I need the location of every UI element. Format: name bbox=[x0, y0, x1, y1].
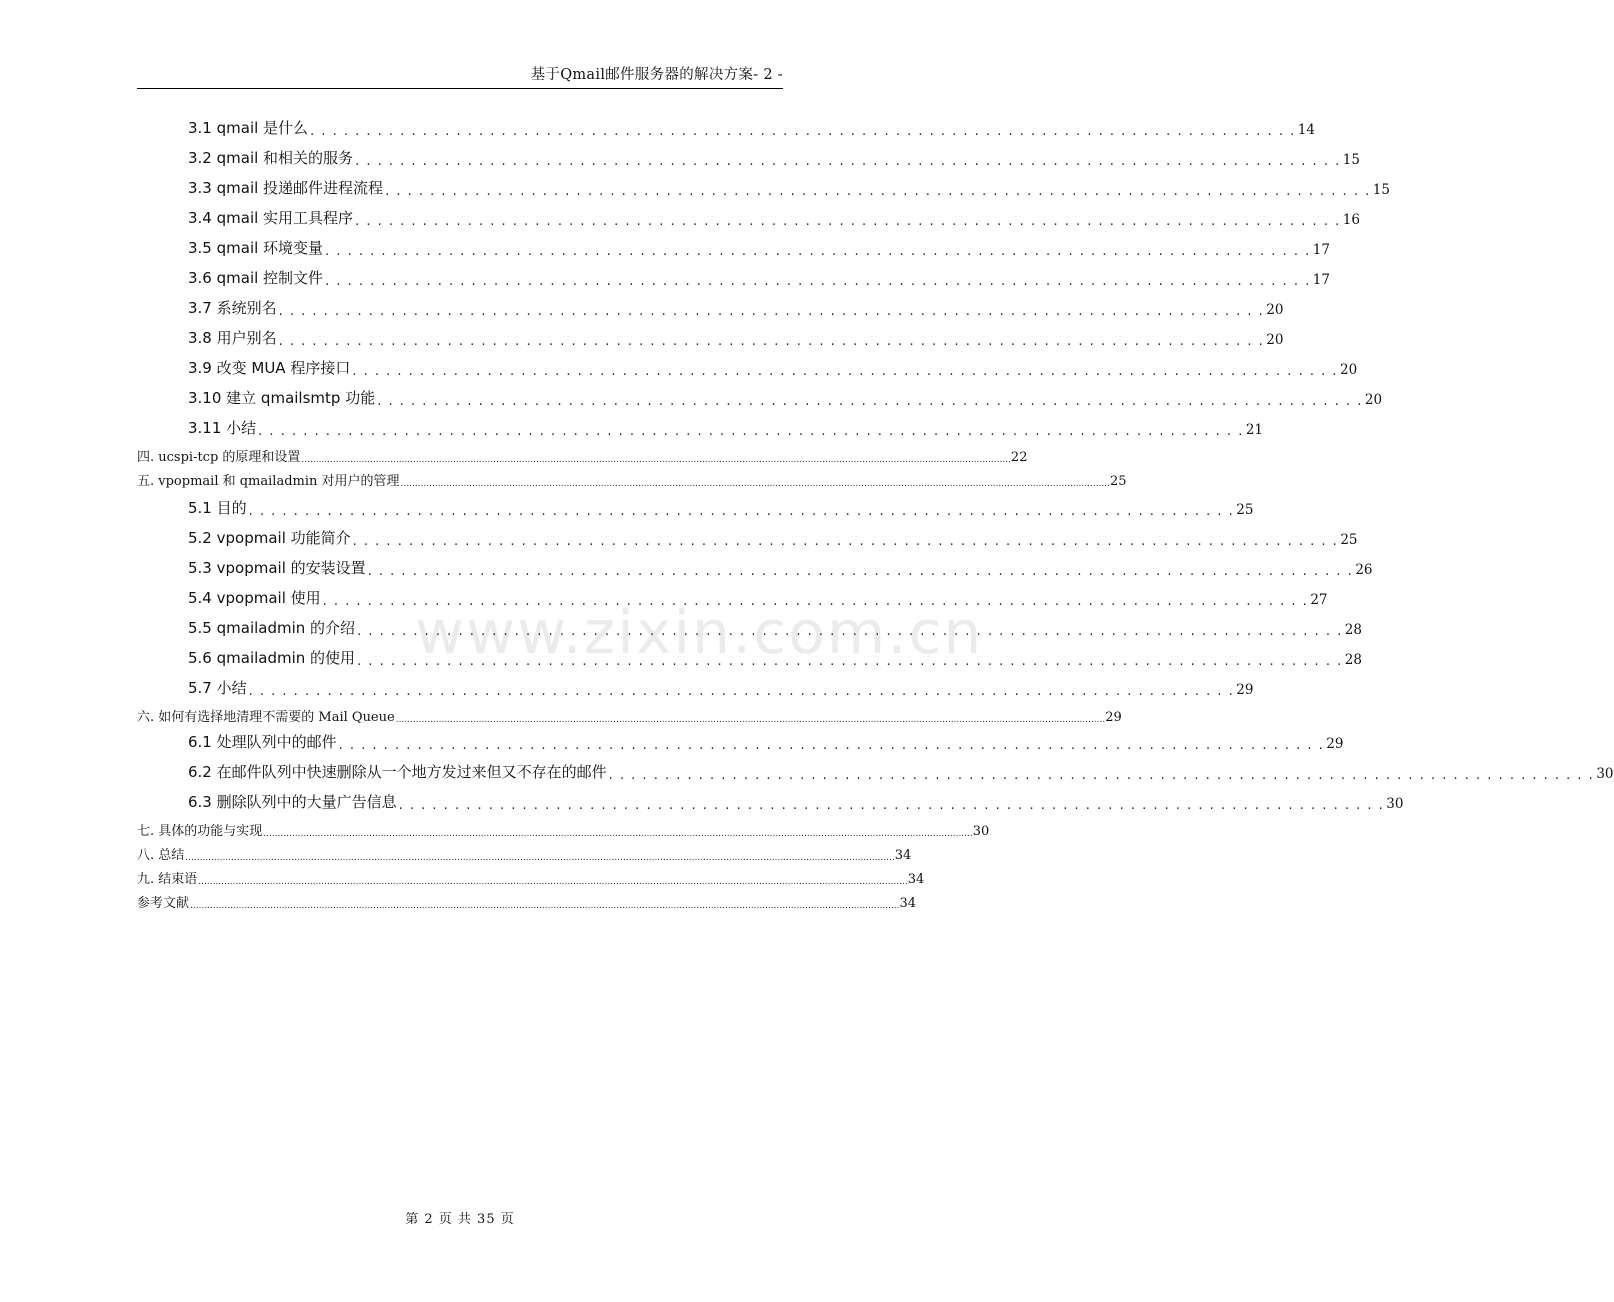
toc-entry-label: 5.1 目的 bbox=[188, 499, 247, 517]
toc-entry[interactable] bbox=[188, 646, 1362, 668]
toc-entry[interactable] bbox=[188, 236, 1330, 258]
toc-entry-page-number: 20 bbox=[1266, 332, 1284, 348]
toc-entry-label: 3.5 qmail 环境变量 bbox=[188, 239, 324, 257]
toc-entry-label: 5.7 小结 bbox=[188, 679, 247, 697]
toc-entry[interactable] bbox=[188, 386, 1383, 408]
dot-leader bbox=[279, 303, 1265, 318]
toc-entry-page-number: 29 bbox=[1236, 682, 1254, 698]
toc-entry[interactable] bbox=[188, 146, 1360, 168]
toc-entry-label: 3.6 qmail 控制文件 bbox=[188, 269, 324, 287]
toc-entry-page-number: 29 bbox=[1105, 710, 1122, 725]
toc-entry-label: 3.1 qmail 是什么 bbox=[188, 119, 309, 137]
dot-leader bbox=[377, 393, 1363, 408]
toc-entry-page-number: 30 bbox=[1596, 766, 1614, 782]
dot-leader bbox=[355, 213, 1341, 228]
toc-entry[interactable] bbox=[188, 176, 1390, 198]
toc-entry-label: 五. vpopmail 和 qmailadmin 对用户的管理 bbox=[137, 474, 400, 489]
dot-leader bbox=[399, 797, 1385, 812]
toc-entry-label: 九. 结束语 bbox=[137, 872, 198, 887]
toc-entry[interactable] bbox=[188, 760, 1614, 782]
toc-entry-page-number: 22 bbox=[1010, 450, 1028, 465]
dot-leader bbox=[198, 874, 908, 887]
toc-entry[interactable] bbox=[188, 616, 1362, 638]
toc-entry-page-number: 16 bbox=[1342, 212, 1360, 228]
toc-entry-label: 5.6 qmailadmin 的使用 bbox=[188, 649, 356, 667]
toc-entry[interactable] bbox=[137, 705, 1122, 725]
toc-entry[interactable] bbox=[188, 416, 1264, 438]
toc-entry[interactable] bbox=[188, 526, 1358, 548]
toc-entry-label: 3.2 qmail 和相关的服务 bbox=[188, 149, 354, 167]
toc-entry-page-number: 34 bbox=[899, 896, 917, 911]
toc-entry-page-number: 29 bbox=[1326, 736, 1344, 752]
toc-entry-page-number: 15 bbox=[1342, 152, 1360, 168]
page-footer: 第 2 页 共 35 页 bbox=[405, 1212, 515, 1227]
toc-entry-page-number: 30 bbox=[1386, 796, 1404, 812]
dot-leader bbox=[609, 767, 1595, 782]
toc-entry-label: 八. 总结 bbox=[137, 848, 185, 863]
toc-entry[interactable] bbox=[188, 730, 1344, 752]
toc-entry-page-number: 20 bbox=[1340, 362, 1358, 378]
dot-leader bbox=[352, 363, 1338, 378]
dot-leader bbox=[353, 533, 1339, 548]
toc-entry-page-number: 34 bbox=[894, 848, 912, 863]
toc-entry-label: 5.2 vpopmail 功能简介 bbox=[188, 529, 351, 547]
toc-entry[interactable] bbox=[188, 326, 1284, 348]
toc-entry-page-number: 21 bbox=[1245, 422, 1264, 438]
dot-leader bbox=[325, 243, 1311, 258]
dot-leader bbox=[190, 898, 900, 911]
toc-entry-label: 七. 具体的功能与实现 bbox=[137, 824, 263, 839]
toc-entry-page-number: 26 bbox=[1355, 562, 1373, 578]
toc-entry-page-number: 25 bbox=[1340, 532, 1358, 548]
toc-entry-page-number: 17 bbox=[1312, 242, 1330, 258]
toc-entry-page-number: 15 bbox=[1372, 182, 1390, 198]
toc-entry-page-number: 34 bbox=[907, 872, 925, 887]
toc-entry-label: 3.9 改变 MUA 程序接口 bbox=[188, 359, 351, 377]
toc-entry-page-number: 28 bbox=[1344, 622, 1362, 638]
toc-entry-label: 3.10 建立 qmailsmtp 功能 bbox=[188, 389, 376, 407]
dot-leader bbox=[339, 737, 1325, 752]
toc-entry-label: 5.5 qmailadmin 的介绍 bbox=[188, 619, 356, 637]
toc-entry-label: 5.4 vpopmail 使用 bbox=[188, 589, 321, 607]
toc-entry[interactable] bbox=[188, 556, 1373, 578]
toc-entry-label: 3.8 用户别名 bbox=[188, 329, 277, 347]
toc-entry-label: 3.4 qmail 实用工具程序 bbox=[188, 209, 354, 227]
toc-entry-label: 六. 如何有选择地清理不需要的 Mail Queue bbox=[137, 710, 395, 725]
dot-leader bbox=[325, 273, 1311, 288]
toc-entry[interactable] bbox=[188, 496, 1254, 518]
dot-leader bbox=[263, 826, 973, 839]
toc-entry[interactable] bbox=[137, 867, 925, 887]
toc-entry[interactable] bbox=[188, 790, 1404, 812]
toc-entry-page-number: 28 bbox=[1344, 652, 1362, 668]
toc-entry-page-number: 20 bbox=[1266, 302, 1284, 318]
watermark: www.zixin.com.cn bbox=[415, 598, 984, 668]
dot-leader bbox=[396, 712, 1106, 725]
toc-entry-page-number: 25 bbox=[1110, 474, 1127, 489]
dot-leader bbox=[279, 333, 1265, 348]
toc-entry[interactable] bbox=[188, 586, 1328, 608]
toc-entry-page-number: 25 bbox=[1236, 502, 1254, 518]
toc-entry[interactable] bbox=[137, 843, 912, 863]
dot-leader bbox=[368, 563, 1354, 578]
toc-entry-label: 6.2 在邮件队列中快速删除从一个地方发过来但又不存在的邮件 bbox=[188, 763, 607, 781]
toc-entry[interactable] bbox=[137, 891, 917, 911]
toc-entry[interactable] bbox=[188, 676, 1254, 698]
dot-leader bbox=[249, 503, 1235, 518]
dot-leader bbox=[323, 593, 1309, 608]
dot-leader bbox=[357, 653, 1343, 668]
dot-leader bbox=[301, 452, 1011, 465]
dot-leader bbox=[310, 123, 1296, 138]
toc-entry-label: 四. ucspi-tcp 的原理和设置 bbox=[137, 450, 301, 465]
page-header bbox=[137, 66, 783, 89]
toc-entry-page-number: 14 bbox=[1297, 122, 1315, 138]
dot-leader bbox=[357, 623, 1343, 638]
toc-entry-label: 3.3 qmail 投递邮件进程流程 bbox=[188, 179, 384, 197]
toc-entry-page-number: 27 bbox=[1310, 592, 1328, 608]
toc-entry-label: 3.11 小结 bbox=[188, 419, 257, 437]
toc-entry-label: 参考文献 bbox=[137, 896, 190, 911]
dot-leader bbox=[401, 476, 1111, 489]
toc-entry-page-number: 20 bbox=[1364, 392, 1383, 408]
toc-entry[interactable] bbox=[137, 445, 1028, 465]
toc-entry[interactable] bbox=[188, 356, 1358, 378]
dot-leader bbox=[385, 183, 1371, 198]
dot-leader bbox=[185, 850, 895, 863]
toc-entry-page-number: 30 bbox=[972, 824, 990, 839]
toc-entry[interactable] bbox=[188, 266, 1330, 288]
toc-entry-label: 6.3 删除队列中的大量广告信息 bbox=[188, 793, 397, 811]
toc-entry-label: 5.3 vpopmail 的安装设置 bbox=[188, 559, 366, 577]
header-title: 基于Qmail邮件服务器的解决方案- 2 - bbox=[530, 67, 783, 83]
toc-entry-label: 6.1 处理队列中的邮件 bbox=[188, 733, 337, 751]
dot-leader bbox=[258, 423, 1244, 438]
dot-leader bbox=[355, 153, 1341, 168]
toc-entry[interactable] bbox=[188, 116, 1315, 138]
toc-entry-label: 3.7 系统别名 bbox=[188, 299, 277, 317]
toc-entry[interactable] bbox=[137, 469, 1127, 489]
toc-entry[interactable] bbox=[137, 819, 990, 839]
dot-leader bbox=[249, 683, 1235, 698]
toc-entry[interactable] bbox=[188, 206, 1360, 228]
toc-entry[interactable] bbox=[188, 296, 1284, 318]
toc-entry-page-number: 17 bbox=[1312, 272, 1330, 288]
